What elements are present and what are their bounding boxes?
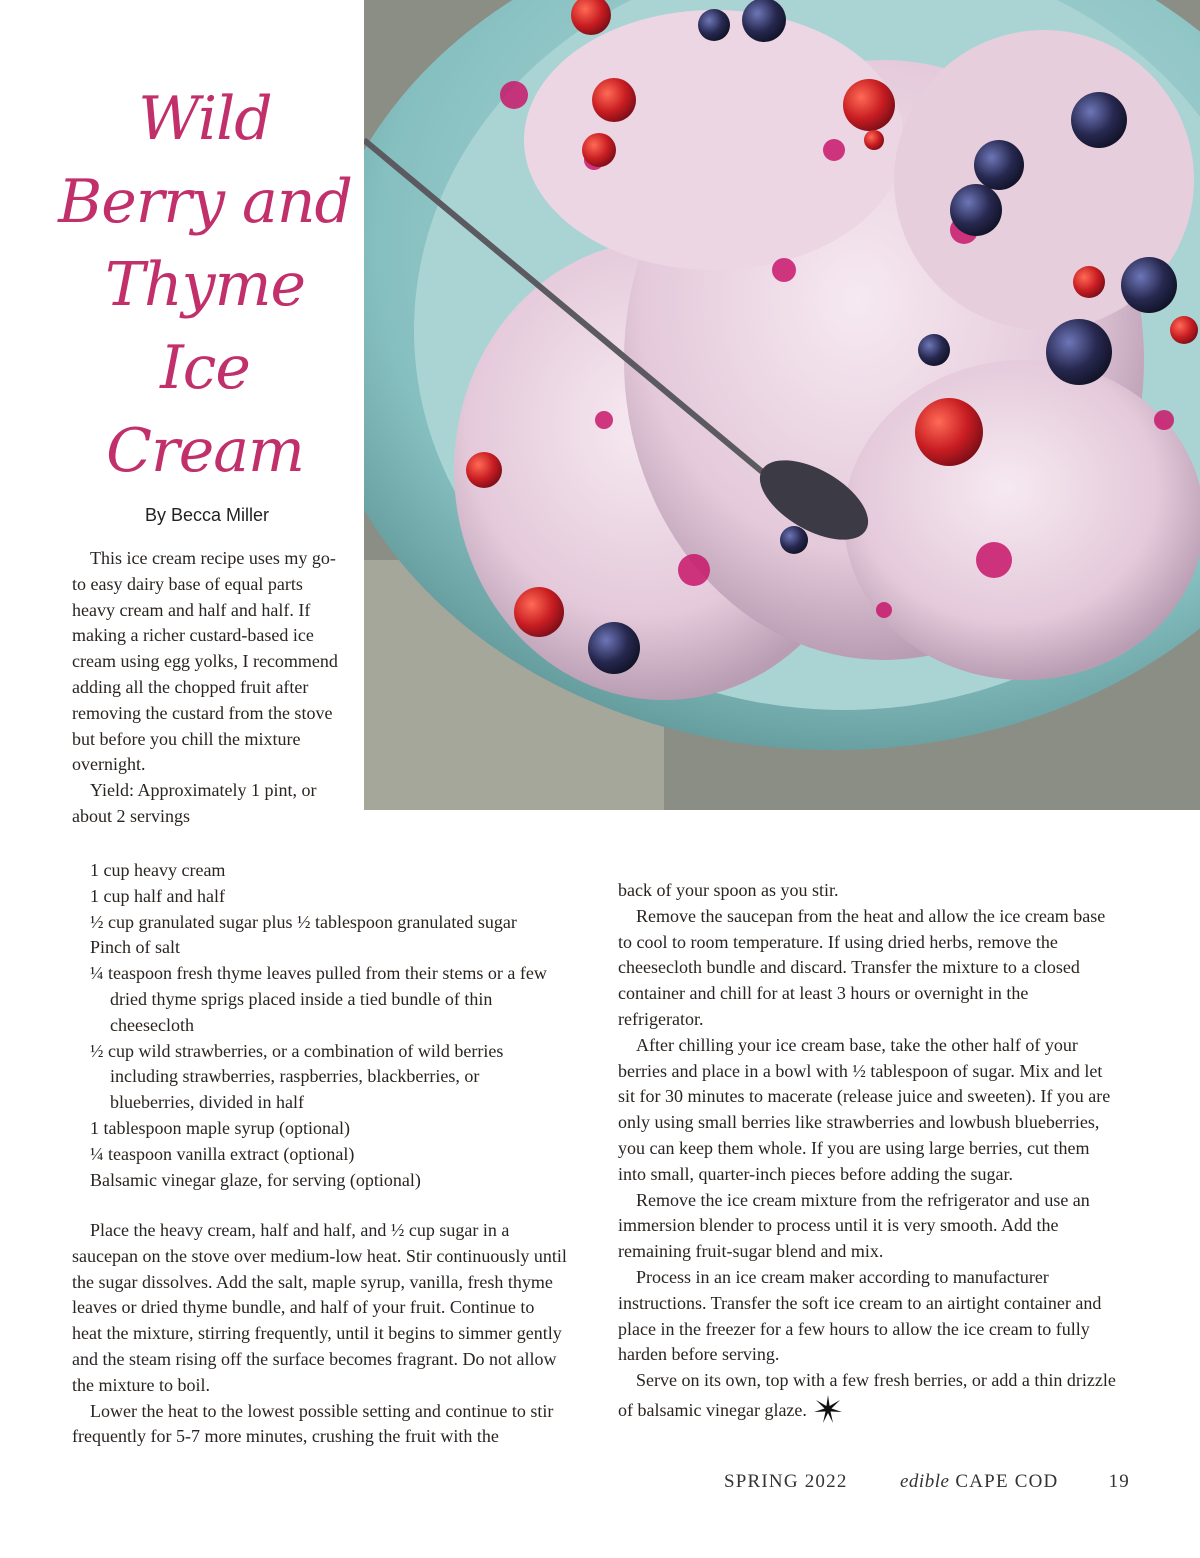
- instruction-paragraph: Process in an ice cream maker according to manufacturer instructions. Transfer the soft ice cream to an airtight container and place in the freezer for a few hours to allow the ice cream to fully harden before serving.: [618, 1266, 1102, 1365]
- ingredient-item: Pinch of salt: [90, 937, 180, 958]
- page-number: 19: [1108, 1471, 1130, 1492]
- ingredient-item: 1 cup heavy cream: [90, 860, 226, 880]
- title-line: Wild: [138, 84, 272, 154]
- issue-label: SPRING 2022: [724, 1471, 848, 1492]
- instruction-paragraph: Lower the heat to the lowest possible setting and continue to stir frequently for 5-7 more minutes, crushing the fruit with the: [72, 1400, 554, 1447]
- ingredient-item: 1 tablespoon maple syrup (optional): [90, 1117, 350, 1138]
- instruction-paragraph: Remove the saucepan from the heat and allow the ice cream base to cool to room temperature. If using dried herbs, remove the cheesecloth bundle and discard. Transfer the mixture to a closed container and chill for at least 3 hours or overnight in the refrigerator.: [618, 905, 1106, 1029]
- title-line: Ice: [160, 333, 250, 403]
- ice-cream-photo: [364, 0, 1200, 810]
- instruction-paragraph: After chilling your ice cream base, take the other half of your berries and place in a bowl with ½ tablespoon of sugar. Mix and let sit for 30 minutes to macerate (release juice and sweeten). If you are only using small berries like strawberries and lowbush blueberries, you can keep them whole. If you are using large berries, cut them into small, quarter-inch pieces before adding the sugar.: [618, 1034, 1111, 1184]
- instructions-right-column: [618, 878, 1118, 1424]
- instructions-left-column: [72, 1218, 567, 1450]
- instruction-paragraph: Remove the ice cream mixture from the refrigerator and use an immersion blender to process until it is very smooth. Add the remaining fruit-sugar blend and mix.: [618, 1189, 1090, 1262]
- ingredient-item: Balsamic vinegar glaze, for serving (optional): [90, 1169, 421, 1190]
- ingredient-item: ¼ teaspoon vanilla extract (optional): [90, 1143, 355, 1164]
- title-line: Berry and: [58, 167, 352, 237]
- publication-italic: edible: [900, 1471, 950, 1492]
- ingredients-list: [90, 858, 590, 1193]
- star-icon: [813, 1394, 843, 1424]
- title-line: Thyme: [105, 250, 305, 320]
- instruction-paragraph: Place the heavy cream, half and half, and ½ cup sugar in a saucepan on the stove over medium-low heat. Stir continuously until the sugar dissolves. Add the salt, maple syrup, vanilla, fresh thyme leaves or dried thyme bundle, and half of your fruit. Continue to heat the mixture, stirring frequently, until it begins to simmer gently and the steam rising off the surface becomes fragrant. Do not allow the mixture to boil.: [72, 1220, 567, 1395]
- article-title: [40, 78, 370, 493]
- ingredient-item: ½ cup granulated sugar plus ½ tablespoon granulated sugar: [90, 911, 517, 932]
- page-footer: [724, 1471, 1134, 1499]
- ingredient-item: ¼ teaspoon fresh thyme leaves pulled from their stems or a few dried thyme sprigs placed inside a tied bundle of thin cheesecloth: [90, 963, 547, 1035]
- intro-text: [72, 546, 347, 830]
- yield-paragraph: Yield: Approximately 1 pint, or about 2 servings: [72, 780, 317, 826]
- publication-text: CAPE COD: [955, 1471, 1059, 1492]
- final-instruction: [618, 1368, 1118, 1424]
- instruction-continuation: back of your spoon as you stir.: [618, 880, 839, 900]
- ingredient-item: ½ cup wild strawberries, or a combination of wild berries including strawberries, raspberries, blackberries, or blueberries, divided in half: [90, 1040, 504, 1113]
- publication-name: [900, 1471, 1058, 1493]
- byline: By Becca Miller: [144, 505, 270, 525]
- ingredient-item: 1 cup half and half: [90, 885, 225, 906]
- title-line: Cream: [106, 416, 304, 486]
- intro-paragraph: This ice cream recipe uses my go-to easy dairy base of equal parts heavy cream and half and half. If making a richer custard-based ice cream using egg yolks, I recommend adding all the chopped fruit after removing the custard from the stove but before you chill the mixture overnight.: [72, 548, 338, 775]
- final-instruction-text: Serve on its own, top with a few fresh berries, or add a thin drizzle of balsamic vinegar glaze.: [618, 1370, 1116, 1420]
